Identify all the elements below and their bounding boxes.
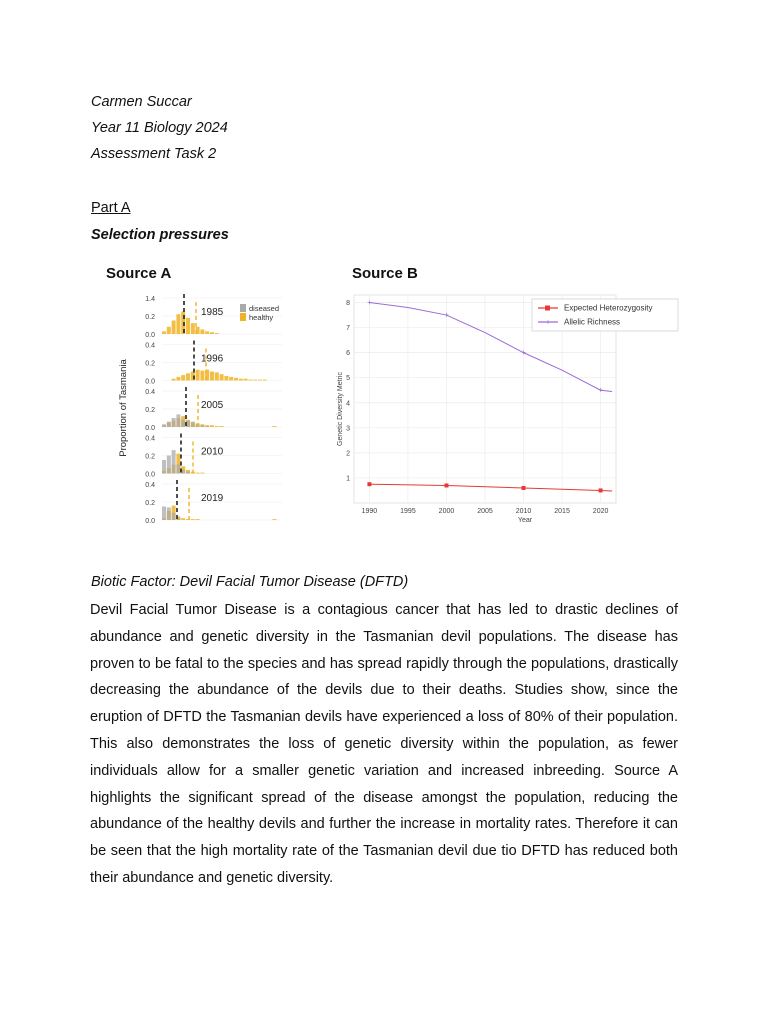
y-tick-label: 0.2	[145, 453, 155, 461]
section-heading: Selection pressures	[91, 227, 229, 243]
diseased-bar	[181, 470, 185, 474]
healthy-bar	[200, 371, 204, 381]
y-tick-label: 0.2	[145, 500, 155, 507]
course-line: Year 11 Biology 2024	[91, 120, 228, 136]
healthy-bar	[263, 380, 267, 381]
diseased-bar	[205, 426, 209, 427]
source-a-label: Source A	[106, 265, 172, 282]
diseased-bar	[176, 414, 180, 427]
healthy-bar	[200, 330, 204, 335]
body-paragraph: Devil Facial Tumor Disease is a contagious cancer that has led to drastic declines of abundance and genetic diversity in the Tasmanian devil populations. The disease has proven to be fatal to the species and has spread rapidly through the populations, drastically decreasing the abundance of the devils due to their deaths. Studies show, since the eruption of DFTD the Tasmanian devils have experienced a loss of 80% of their population. This also demonstrates the loss of genetic diversity within the population, as fewer individuals allow for a smaller genetic variation and increased inbreeding. Source A highlights the significant spread of the disease amongst the population, reducing the abundance of the healthy devils and further the increase in mortality rates. Therefore it can be seen that the high mortality rate of the Tasmanian devil due tio DFTD has reduced both their abundance and genetic diversity.	[90, 602, 678, 886]
diseased-bar	[167, 507, 171, 520]
y-tick-label: 3	[346, 425, 350, 433]
healthy-bar	[172, 379, 176, 381]
data-point	[367, 482, 371, 486]
x-tick-label: 2010	[515, 508, 532, 515]
diseased-bar	[172, 418, 176, 427]
diseased-bar	[172, 513, 176, 520]
diseased-bar	[167, 422, 171, 427]
healthy-bar	[196, 519, 200, 520]
healthy-bar	[205, 331, 209, 334]
healthy-bar	[167, 327, 171, 334]
x-tick-label: 1990	[361, 508, 378, 515]
source-a-chart	[110, 292, 295, 532]
data-point	[444, 483, 448, 487]
healthy-bar	[272, 426, 276, 427]
y-tick-label: 7	[346, 325, 350, 333]
diseased-bar	[167, 456, 171, 474]
y-tick-label: 0.4	[145, 435, 155, 443]
diseased-bar	[162, 460, 166, 474]
y-axis-label: Genetic Diversity Metric	[337, 372, 344, 446]
y-tick-label: 0.0	[145, 378, 155, 386]
healthy-bar	[181, 375, 185, 380]
healthy-bar	[200, 473, 204, 474]
healthy-bar	[220, 374, 224, 380]
diseased-bar	[186, 472, 190, 474]
healthy-bar	[210, 425, 214, 427]
healthy-bar	[229, 377, 233, 381]
panel-year-label: 2019	[201, 493, 224, 504]
source-b-label: Source B	[352, 265, 418, 282]
author-line: Carmen Succar	[91, 94, 192, 110]
x-tick-label: 2000	[438, 508, 455, 515]
diseased-bar	[191, 423, 195, 428]
legend-marker	[545, 306, 550, 311]
y-tick-label: 0.4	[145, 389, 155, 396]
y-tick-label: 0.0	[145, 425, 155, 432]
y-tick-label: 0.2	[145, 407, 155, 414]
task-line: Assessment Task 2	[91, 146, 217, 162]
healthy-bar	[220, 426, 224, 427]
healthy-bar	[210, 332, 214, 334]
y-tick-label: 0.0	[145, 471, 155, 479]
y-tick-label: 2	[346, 450, 350, 458]
data-point: +	[367, 298, 372, 308]
healthy-bar	[186, 318, 190, 334]
y-tick-label: 0.4	[145, 482, 155, 489]
y-tick-label: 1.4	[145, 296, 155, 303]
healthy-bar	[234, 378, 238, 381]
source-b-chart	[330, 290, 685, 530]
x-tick-label: 2020	[592, 508, 609, 515]
diseased-bar	[200, 425, 204, 427]
healthy-bar	[215, 372, 219, 380]
legend-marker: +	[545, 317, 551, 327]
healthy-bar	[253, 380, 257, 381]
legend-diseased-label: diseased	[249, 304, 280, 313]
x-tick-label: 2005	[477, 508, 493, 515]
healthy-bar	[244, 379, 248, 381]
legend-diseased-swatch	[240, 304, 246, 312]
data-point	[522, 486, 526, 490]
y-tick-label: 1	[346, 475, 350, 483]
y-tick-label: 0.4	[145, 342, 155, 350]
y-tick-label: 0.2	[145, 360, 155, 368]
healthy-bar	[239, 379, 243, 381]
diseased-bar	[162, 424, 166, 427]
data-point: +	[444, 310, 449, 320]
data-point: +	[521, 348, 526, 358]
legend-label: Allelic Richness	[564, 317, 621, 327]
healthy-bar	[272, 519, 276, 520]
healthy-bar	[210, 372, 214, 381]
section2-heading: Biotic Factor: Devil Facial Tumor Disease (DFTD)	[91, 574, 409, 590]
healthy-bar	[176, 377, 180, 381]
y-tick-label: 6	[346, 350, 350, 358]
healthy-bar	[186, 373, 190, 380]
x-tick-label: 2015	[554, 508, 570, 515]
healthy-bar	[162, 331, 166, 334]
panel-year-label: 1985	[201, 307, 224, 318]
y-axis-label: Proportion of Tasmania	[118, 359, 129, 457]
panel-year-label: 2005	[201, 400, 224, 411]
y-tick-label: 8	[346, 300, 350, 308]
part-heading: Part A	[91, 200, 131, 216]
x-axis-label: Year	[517, 517, 533, 524]
healthy-bar	[224, 376, 228, 381]
healthy-bar	[196, 370, 200, 381]
y-tick-label: 4	[346, 400, 350, 408]
healthy-bar	[215, 426, 219, 427]
healthy-bar	[181, 518, 185, 520]
y-tick-label: 0.0	[145, 332, 155, 339]
legend-healthy-swatch	[240, 313, 246, 321]
data-point	[599, 488, 603, 492]
healthy-bar	[258, 380, 262, 381]
x-tick-label: 1995	[400, 508, 416, 515]
legend-label: Expected Heterozygosity	[564, 303, 653, 313]
healthy-bar	[196, 473, 200, 474]
diseased-bar	[162, 507, 166, 521]
healthy-bar	[191, 519, 195, 520]
healthy-bar	[176, 314, 180, 334]
healthy-bar	[248, 380, 252, 381]
y-tick-label: 0.2	[145, 314, 155, 321]
panel-year-label: 1996	[201, 353, 224, 365]
diseased-bar	[176, 465, 180, 474]
data-point: +	[598, 385, 603, 395]
healthy-bar	[191, 323, 195, 334]
legend-healthy-label: healthy	[249, 313, 274, 322]
y-tick-label: 5	[346, 375, 350, 383]
healthy-bar	[172, 321, 176, 335]
panel-year-label: 2010	[201, 446, 224, 458]
y-tick-label: 0.0	[145, 518, 155, 525]
diseased-bar	[181, 420, 185, 427]
diseased-bar	[172, 450, 176, 473]
healthy-bar	[215, 333, 219, 334]
